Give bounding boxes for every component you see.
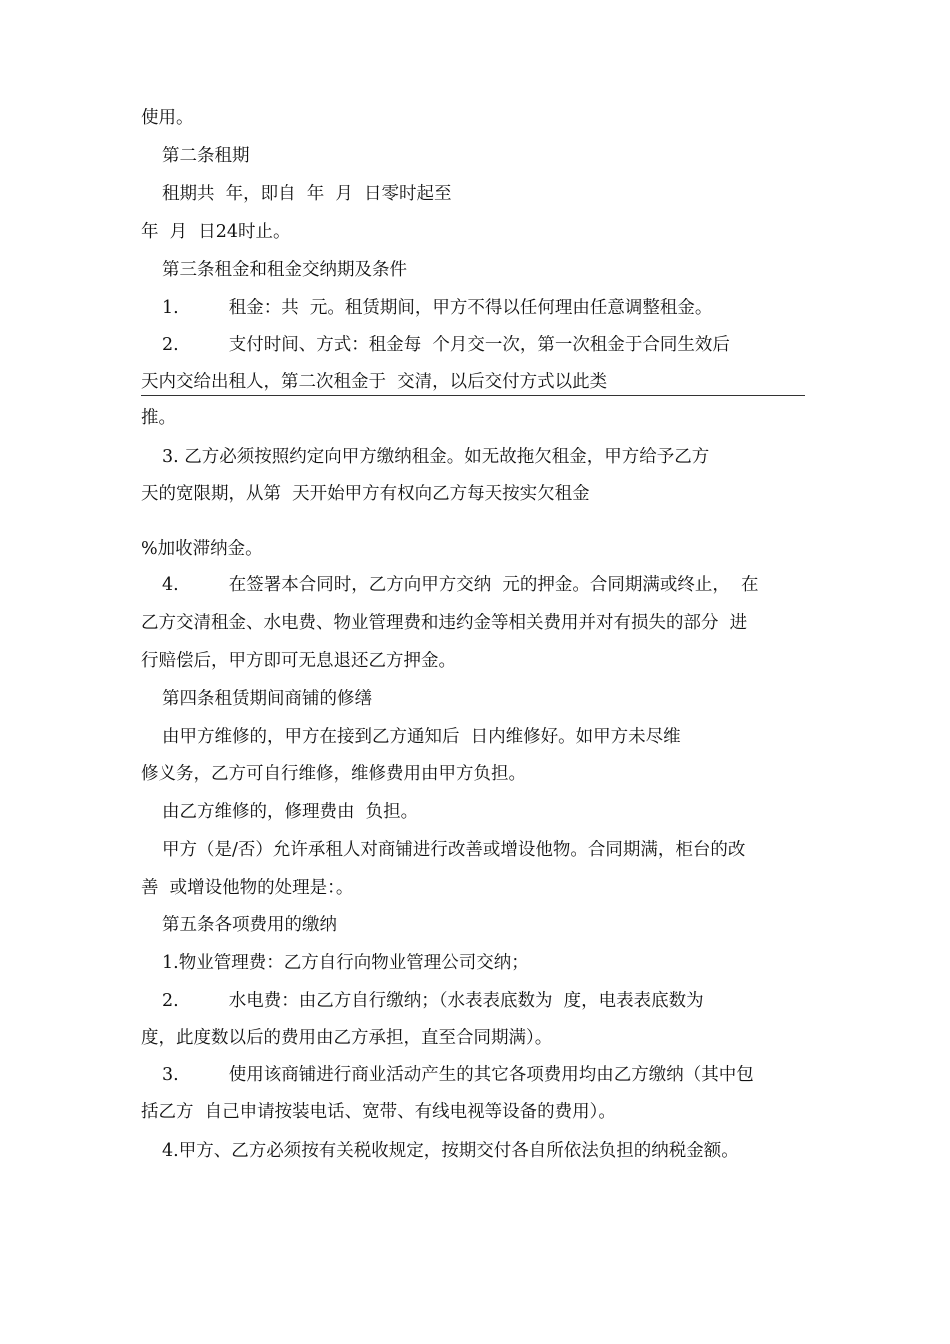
text-line: 括乙方 自己申请按装电话、宽带、有线电视等设备的费用）。	[141, 1102, 616, 1122]
section-heading: 第二条租期	[162, 146, 250, 166]
text-line: %加收滞纳金。	[141, 539, 263, 559]
text-line: 租期共 年，即自 年 月 日零时起至	[162, 184, 452, 204]
text-line: 3. 乙方必须按照约定向甲方缴纳租金。如无故拖欠租金，甲方给予乙方	[162, 447, 710, 467]
text-line: 年 月 日24时止。	[141, 222, 291, 242]
text-line: 1.物业管理费：乙方自行向物业管理公司交纳；	[162, 953, 529, 973]
text-line: 修义务，乙方可自行维修，维修费用由甲方负担。	[141, 764, 526, 784]
text-line: 甲方（是/否）允许承租人对商铺进行改善或增设他物。合同期满，柜台的改	[162, 840, 746, 860]
section-heading: 第五条各项费用的缴纳	[162, 915, 337, 935]
text-line: 行赔偿后，甲方即可无息退还乙方押金。	[141, 651, 456, 671]
section-heading: 第四条租赁期间商铺的修缮	[162, 689, 372, 709]
text-line: 2. 水电费：由乙方自行缴纳；（水表表底数为 度，电表表底数为	[162, 991, 704, 1011]
text-line: 天内交给出租人，第二次租金于 交清，以后交付方式以此类	[141, 372, 608, 392]
text-line: 2. 支付时间、方式：租金每 个月交一次，第一次租金于合同生效后	[162, 335, 730, 355]
text-line: 使用。	[141, 108, 194, 128]
text-line: 乙方交清租金、水电费、物业管理费和违约金等相关费用并对有损失的部分 进	[141, 613, 748, 633]
text-line: 1. 租金：共 元。租赁期间，甲方不得以任何理由任意调整租金。	[162, 298, 713, 318]
text-line: 善 或增设他物的处理是：。	[141, 878, 354, 898]
text-line: 天的宽限期，从第 天开始甲方有权向乙方每天按实欠租金	[141, 484, 590, 504]
text-line: 由乙方维修的，修理费由 负担。	[162, 802, 419, 822]
text-line: 3. 使用该商铺进行商业活动产生的其它各项费用均由乙方缴纳（其中包	[162, 1065, 754, 1085]
text-line: 4.甲方、乙方必须按有关税收规定，按期交付各自所依法负担的纳税金额。	[162, 1141, 739, 1161]
underline-rule	[141, 395, 805, 396]
text-line: 4. 在签署本合同时，乙方向甲方交纳 元的押金。合同期满或终止， 在	[162, 575, 759, 595]
text-line: 推。	[141, 408, 176, 428]
text-line: 由甲方维修的，甲方在接到乙方通知后 日内维修好。如甲方未尽维	[162, 727, 681, 747]
section-heading: 第三条租金和租金交纳期及条件	[162, 260, 407, 280]
text-line: 度，此度数以后的费用由乙方承担，直至合同期满）。	[141, 1028, 553, 1048]
